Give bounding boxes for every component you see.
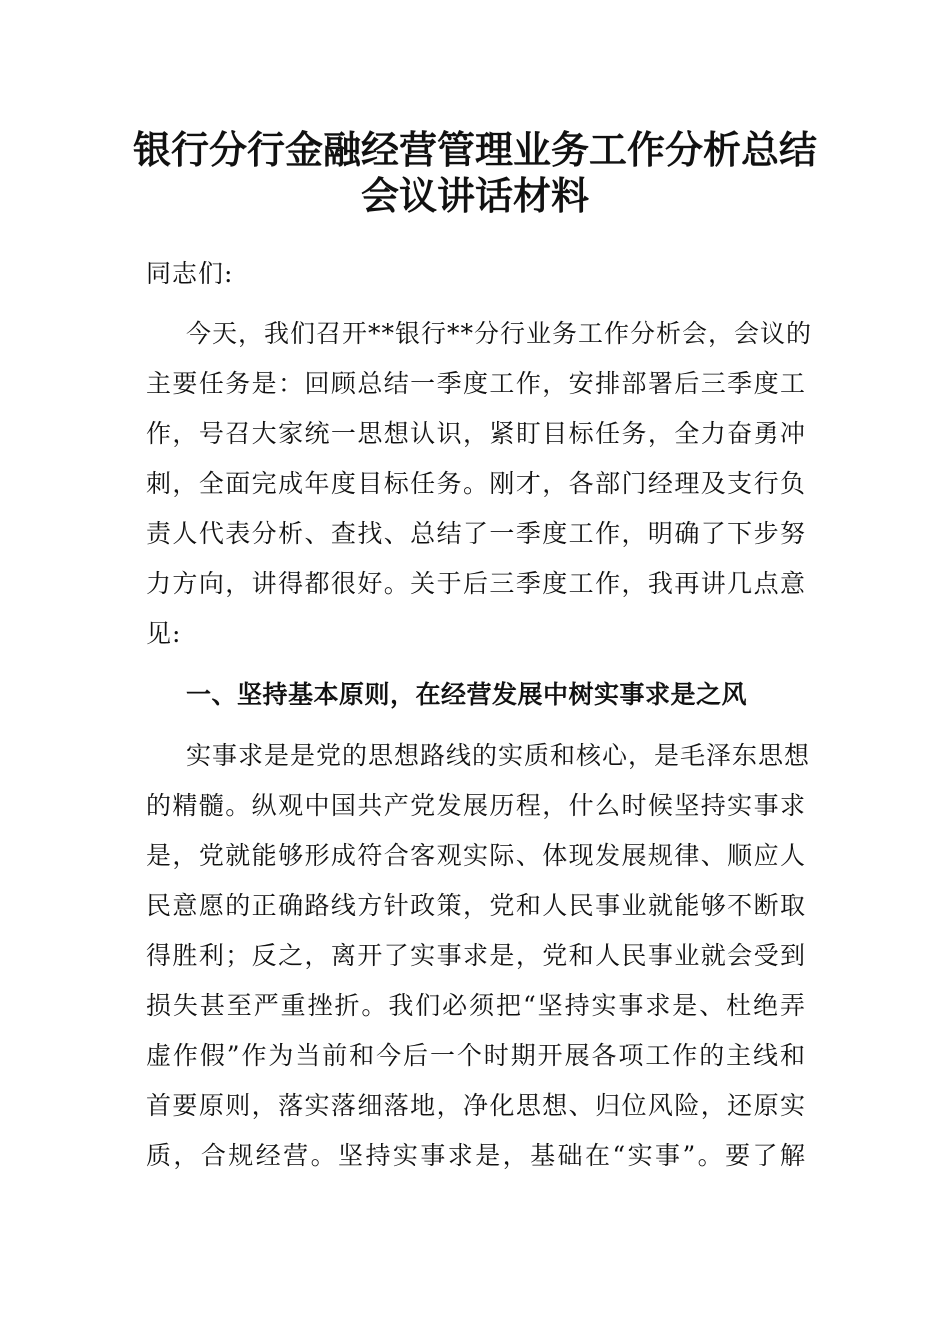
paragraph-1-line: 见: xyxy=(146,619,182,648)
paragraph-2-line: 质，合规经营。坚持实事求是，基础在“实事”。要了解 xyxy=(146,1141,806,1170)
paragraph-1-line: 刺，全面完成年度目标任务。刚才，各部门经理及支行负 xyxy=(146,469,806,498)
salutation: 同志们: xyxy=(146,259,234,288)
paragraph-2-line: 首要原则，落实落细落地，净化思想、归位风险，还原实 xyxy=(146,1091,806,1120)
paragraph-2-line: 是，党就能够形成符合客观实际、体现发展规律、顺应人 xyxy=(146,841,806,870)
paragraph-2-line: 实事求是是党的思想路线的实质和核心，是毛泽东思想 xyxy=(186,741,811,770)
paragraph-1-line: 力方向，讲得都很好。关于后三季度工作，我再讲几点意 xyxy=(146,569,806,598)
paragraph-2-line: 的精髓。纵观中国共产党发展历程，什么时候坚持实事求 xyxy=(146,791,806,820)
paragraph-1-line: 作，号召大家统一思想认识，紧盯目标任务，全力奋勇冲 xyxy=(146,419,806,448)
paragraph-2-line: 得胜利；反之，离开了实事求是，党和人民事业就会受到 xyxy=(146,941,806,970)
section-heading-1: 一、坚持基本原则，在经营发展中树实事求是之风 xyxy=(186,680,748,709)
paragraph-1-line: 今天，我们召开**银行**分行业务工作分析会，会议的 xyxy=(186,319,813,348)
paragraph-1-line: 责人代表分析、查找、总结了一季度工作，明确了下步努 xyxy=(146,519,806,548)
document-title-line-1: 银行分行金融经营管理业务工作分析总结 xyxy=(132,127,817,172)
document-title-line-2: 会议讲话材料 xyxy=(360,173,589,218)
paragraph-2-line: 民意愿的正确路线方针政策，党和人民事业就能够不断取 xyxy=(146,891,806,920)
paragraph-1-line: 主要任务是：回顾总结一季度工作，安排部署后三季度工 xyxy=(146,369,806,398)
paragraph-2-line: 虚作假”作为当前和今后一个时期开展各项工作的主线和 xyxy=(146,1041,806,1070)
paragraph-2-line: 损失甚至严重挫折。我们必须把“坚持实事求是、杜绝弄 xyxy=(146,991,806,1020)
